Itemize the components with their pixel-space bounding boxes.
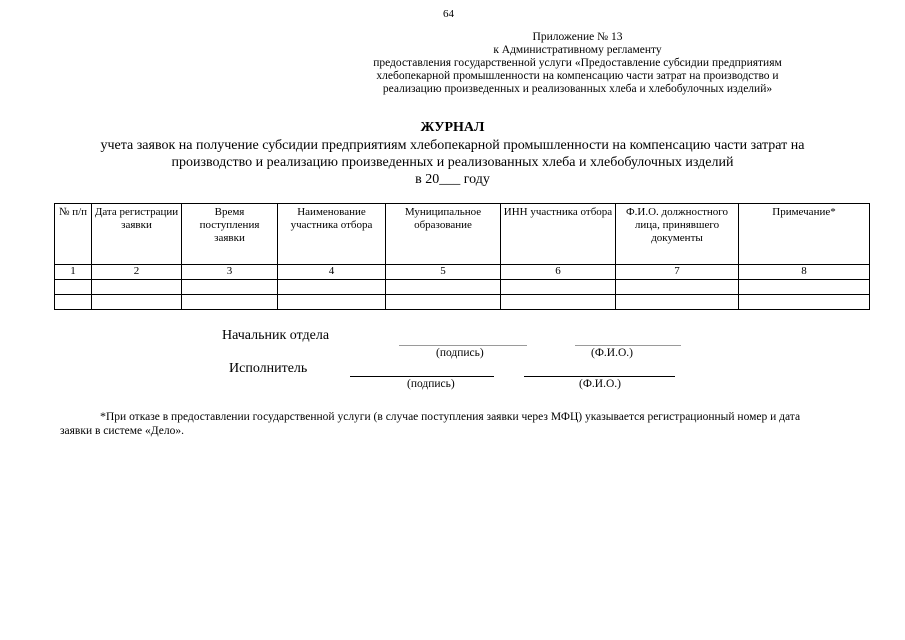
table-cell <box>501 295 616 310</box>
appendix-regulation-line: реализацию произведенных и реализованных хлеба и хлебобулочных изделий» <box>382 83 773 95</box>
appendix-regulation-line: предоставления государственной услуги «Предоставление субсидии предприятиям <box>373 57 782 69</box>
column-number-cell: 7 <box>616 265 739 280</box>
footnote <box>60 409 830 438</box>
journal-year-line: в 20___ году <box>415 172 490 187</box>
footnote-text: При отказе в предоставлении государственной услуги (в случае поступления заявки через МФЦ) указывается регистрационный номер и дата заявки в системе «Дело». <box>60 411 801 437</box>
head-name-caption: (Ф.И.О.) <box>591 347 633 359</box>
table-cell <box>386 295 501 310</box>
header-cell-official-name: Ф.И.О. должностного лица, принявшего документы <box>616 204 739 265</box>
executor-label: Исполнитель <box>229 361 308 376</box>
executor-name-caption: (Ф.И.О.) <box>579 378 621 390</box>
header-cell-municipality: Муниципальное образование <box>386 204 501 265</box>
table-cell <box>386 280 501 295</box>
journal-subtitle-line: учета заявок на получение субсидии предприятиям хлебопекарной промышленности на компенсацию части затрат на <box>100 138 805 153</box>
table-cell <box>739 280 870 295</box>
executor-signature-caption: (подпись) <box>407 378 455 390</box>
table-cell <box>55 280 92 295</box>
journal-subtitle-line: производство и реализацию произведенных и реализованных хлеба и хлебобулочных изделий <box>171 155 734 170</box>
executor-name-line <box>524 376 675 377</box>
column-number-cell: 2 <box>92 265 182 280</box>
page-number: 64 <box>443 8 454 20</box>
header-cell-participant-name: Наименование участника отбора <box>278 204 386 265</box>
column-number-cell: 3 <box>182 265 278 280</box>
table-cell <box>616 295 739 310</box>
table-cell <box>278 280 386 295</box>
table-row <box>55 295 870 310</box>
header-cell-registration-date: Дата регистрации заявки <box>92 204 182 265</box>
table-cell <box>739 295 870 310</box>
header-cell-inn: ИНН участника отбора <box>501 204 616 265</box>
table-cell <box>616 280 739 295</box>
table-cell <box>92 280 182 295</box>
head-signature-line <box>399 345 527 346</box>
table-cell <box>278 295 386 310</box>
journal-subtitle <box>20 137 885 188</box>
column-number-cell: 8 <box>739 265 870 280</box>
footnote-mark: * <box>100 409 106 423</box>
column-number-cell: 6 <box>501 265 616 280</box>
appendix-regulation-line: хлебопекарной промышленности на компенсацию части затрат на производство и <box>376 70 779 82</box>
appendix-header <box>330 31 825 96</box>
head-signature-caption: (подпись) <box>436 347 484 359</box>
table-cell <box>92 295 182 310</box>
executor-signature-line <box>350 376 494 377</box>
table-cell <box>55 295 92 310</box>
table-cell <box>182 280 278 295</box>
column-number-cell: 4 <box>278 265 386 280</box>
table-cell <box>501 280 616 295</box>
header-cell-receipt-time: Время поступления заявки <box>182 204 278 265</box>
appendix-reference: к Административному регламенту <box>493 44 662 56</box>
header-cell-note: Примечание* <box>739 204 870 265</box>
head-of-department-label: Начальник отдела <box>222 328 330 343</box>
journal-table <box>54 203 870 310</box>
table-row <box>55 280 870 295</box>
head-name-line <box>575 345 681 346</box>
table-header-row <box>55 204 870 265</box>
header-cell-number: № п/п <box>55 204 92 265</box>
column-number-cell: 5 <box>386 265 501 280</box>
table-column-number-row <box>55 265 870 280</box>
appendix-number: Приложение № 13 <box>532 31 623 43</box>
table-cell <box>182 295 278 310</box>
journal-title: ЖУРНАЛ <box>420 120 485 135</box>
column-number-cell: 1 <box>55 265 92 280</box>
